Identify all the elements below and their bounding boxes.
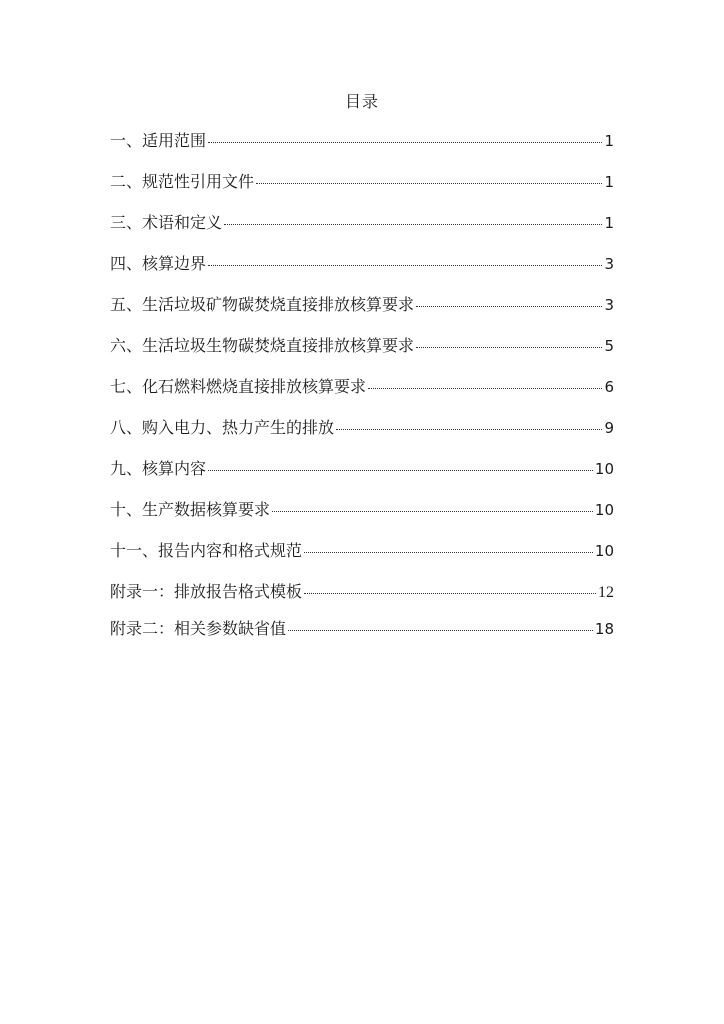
dot-leader — [336, 429, 602, 430]
dot-leader — [224, 224, 602, 225]
toc-entry-label: 附录一：排放报告格式模板 — [110, 582, 303, 601]
dot-leader — [208, 142, 602, 143]
dot-leader — [256, 183, 602, 184]
toc-entry-page: 6 — [604, 378, 614, 396]
toc-entry-label: 五、生活垃圾矿物碳焚烧直接排放核算要求 — [110, 295, 415, 314]
toc-entry-11[interactable] — [110, 538, 614, 579]
table-of-contents — [110, 128, 614, 653]
toc-entry-label: 附录二：相关参数缺省值 — [110, 619, 287, 638]
toc-entry-page: 1 — [604, 173, 614, 191]
toc-entry-label: 一、适用范围 — [110, 131, 207, 150]
dot-leader — [208, 265, 602, 266]
toc-entry-label: 八、购入电力、热力产生的排放 — [110, 418, 335, 437]
toc-entry-7[interactable] — [110, 374, 614, 415]
toc-entry-page: 12 — [598, 584, 614, 601]
toc-entry-page: 9 — [604, 419, 614, 437]
toc-entry-8[interactable] — [110, 415, 614, 456]
toc-entry-page: 5 — [604, 337, 614, 355]
toc-entry-1[interactable] — [110, 128, 614, 169]
toc-entry-appendix-2[interactable] — [110, 616, 614, 653]
dot-leader — [416, 306, 602, 307]
toc-entry-5[interactable] — [110, 292, 614, 333]
toc-entry-label: 四、核算边界 — [110, 254, 207, 273]
toc-entry-page: 10 — [594, 542, 614, 560]
dot-leader — [272, 511, 593, 512]
toc-entry-label: 六、生活垃圾生物碳焚烧直接排放核算要求 — [110, 336, 415, 355]
toc-entry-label: 七、化石燃料燃烧直接排放核算要求 — [110, 377, 367, 396]
toc-entry-label: 三、术语和定义 — [110, 213, 223, 232]
toc-entry-label: 二、规范性引用文件 — [110, 172, 255, 191]
dot-leader — [304, 593, 596, 594]
toc-entry-page: 10 — [594, 460, 614, 478]
toc-entry-label: 十一、报告内容和格式规范 — [110, 541, 303, 560]
dot-leader — [368, 388, 602, 389]
dot-leader — [304, 552, 593, 553]
dot-leader — [208, 470, 593, 471]
toc-entry-10[interactable] — [110, 497, 614, 538]
dot-leader — [416, 347, 602, 348]
toc-entry-3[interactable] — [110, 210, 614, 251]
toc-entry-page: 1 — [604, 132, 614, 150]
toc-entry-9[interactable] — [110, 456, 614, 497]
toc-entry-4[interactable] — [110, 251, 614, 292]
toc-entry-appendix-1[interactable] — [110, 579, 614, 616]
toc-entry-page: 3 — [604, 255, 614, 273]
toc-entry-page: 10 — [594, 501, 614, 519]
toc-entry-page: 18 — [594, 620, 614, 638]
toc-entry-label: 十、生产数据核算要求 — [110, 500, 271, 519]
dot-leader — [288, 630, 593, 631]
toc-title: 目录 — [344, 92, 379, 111]
toc-entry-page: 1 — [604, 214, 614, 232]
toc-entry-6[interactable] — [110, 333, 614, 374]
toc-entry-2[interactable] — [110, 169, 614, 210]
toc-entry-label: 九、核算内容 — [110, 459, 207, 478]
toc-entry-page: 3 — [604, 296, 614, 314]
